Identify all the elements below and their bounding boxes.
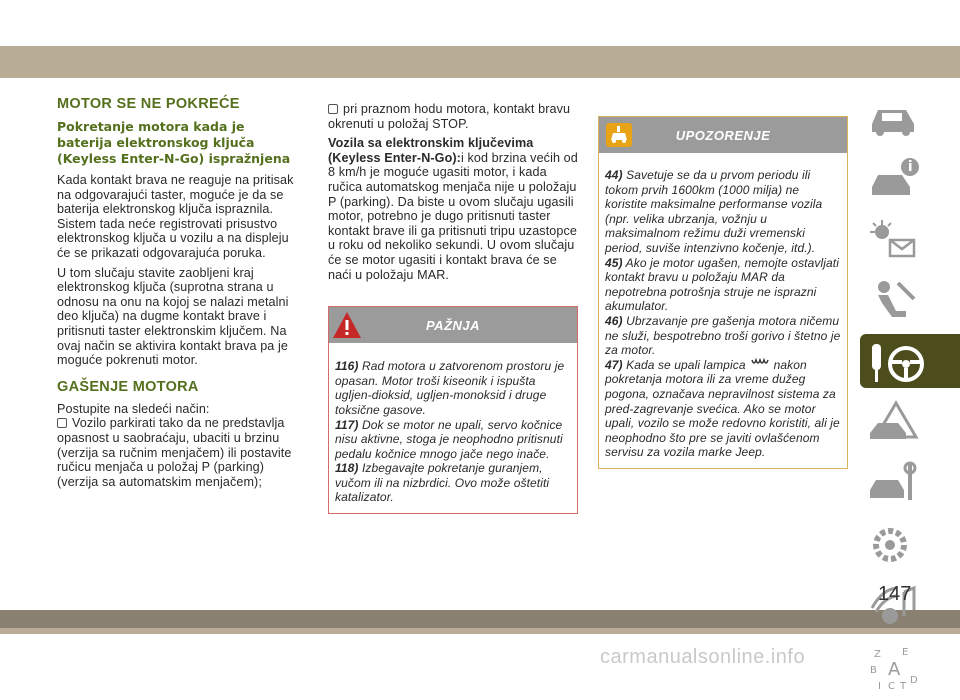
note-item (335, 418, 571, 462)
warning-title: UPOZORENJE (675, 128, 771, 143)
bullet-text: pri praznom hodu motora, kontakt bravu okrenuti u položaj STOP. (328, 102, 571, 131)
warning-number: 47) (605, 357, 623, 372)
caution-body (329, 343, 577, 513)
gear-icon (866, 521, 920, 567)
paragraph (328, 136, 578, 282)
warning-number: 46) (605, 313, 623, 328)
svg-text:A: A (888, 659, 901, 680)
svg-text:C: C (888, 681, 895, 692)
svg-text:E: E (902, 647, 909, 658)
tab-dashboard-lights[interactable] (860, 212, 922, 266)
tab-vehicle-info[interactable] (860, 151, 922, 205)
paragraph: U tom slučaju stavite zaobljeni kraj elektronskog ključa (suprotna strana u odnosu na onu na kojoj se nalazi metalni deo ključa) na dugme kontakt brave i pritisnuti taster elektronskim ključem. Na ovaj način se aktivira kontakt brava pa je moguće pokrenuti motor. (57, 265, 289, 368)
bullet-item (328, 102, 578, 131)
warning-text: Ako je motor ugašen, nemojte ostavljati kontakt bravu u položaju MAR da nepotrebna potrošnja struje ne isprazni akumulator. (605, 255, 839, 314)
column-2 (328, 102, 578, 514)
warning-item (605, 256, 841, 314)
note-number: 118) (335, 461, 359, 476)
bottom-band-light (0, 628, 960, 634)
warning-text: nakon pokretanja motora ili za vreme dužeg pogona, označava nepravilnost sistema za pred-zagrevanje svećica. Ako se motor upali, vozilo se može redovno koristiti, ali je neophodno što pre se javiti ovlašćenom servisu za vozila marke Jeep. (605, 357, 840, 460)
tab-servicing[interactable] (860, 456, 922, 510)
bullet-item (57, 416, 303, 489)
bottom-band (0, 610, 960, 628)
warning-box (598, 116, 848, 469)
warning-item (605, 314, 841, 358)
note-number: 116) (335, 359, 359, 374)
chapter-tabs (860, 90, 960, 700)
svg-text:D: D (910, 675, 918, 686)
warning-item (605, 168, 841, 256)
checkbox-bullet-icon (328, 104, 338, 114)
glow-plug-icon (749, 358, 771, 368)
note-item (335, 359, 571, 417)
seat-airbag-icon (866, 277, 920, 323)
warning-text: Savetuje se da u prvom periodu ili tokom prvih 1600km (1000 milja) ne koristite maksimalne performanse vozila (npr. velika ubrzanja, vožnju u maksimalnom režimu duži vremenski period, suviše intenzivno kočenje, itd.). (605, 168, 823, 255)
tab-safety[interactable] (860, 273, 922, 327)
column-1 (57, 96, 303, 494)
svg-text:I: I (878, 681, 881, 692)
tab-technical-data[interactable] (860, 517, 922, 571)
note-text: Dok se motor ne upali, servo kočnice nisu aktivne, stoga je neophodno pritisnuti pedalu kočnice mnogo jače nego inače. (335, 417, 563, 461)
note-text: Rad motora u zatvorenom prostoru je opasan. Motor troši kiseonik i ispušta ugljen-dioksid, ugljen-monoksid i druge toksične gasove. (335, 359, 565, 417)
section-heading-2: GAŠENJE MOTORA (57, 378, 199, 395)
car-info-icon (866, 155, 920, 201)
caution-box (328, 306, 578, 514)
note-text: Izbegavajte pokretanje guranjem, vučom ili na nizbrdici. Ovo može oštetiti katalizator. (335, 461, 550, 505)
tab-index[interactable] (860, 639, 922, 693)
warning-text: Kada se upali lampica (626, 357, 746, 372)
section-heading: MOTOR SE NE POKREĆE (57, 96, 240, 112)
bullet-text: Vozilo parkirati tako da ne predstavlja opasnost u saobraćaju, ubaciti u brzinu (verzija sa ručnim menjačem) ili postavite ručicu menjača u položaj P (parking) (verzija sa automatskim menjačem); (57, 416, 292, 489)
paragraph: Postupite na sledeći način: (57, 401, 210, 416)
warning-number: 44) (605, 168, 623, 182)
warning-number: 45) (605, 255, 623, 270)
paragraph: Kada kontakt brava ne reaguje na pritisak na odgovarajući taster, moguće je da se baterija elektronskog ključa ispraznila. Sistem tada neće registrovati prisustvo elektronskog ključa u vozilu a na displeju će se prikazati odgovarajuća poruka. (57, 173, 294, 260)
tab-starting-driving[interactable] (860, 334, 960, 388)
warning-body (599, 158, 847, 468)
watermark-text: carmanualsonline.info (600, 646, 806, 668)
warning-lights-icon (866, 216, 920, 262)
note-number: 117) (335, 417, 359, 432)
alphabet-index-icon (866, 643, 920, 693)
subsection-heading: Pokretanje motora kada je baterija elektronskog ključa (Keyless Enter-N-Go) ispražnjena (57, 119, 291, 166)
column-3 (598, 116, 848, 469)
svg-text:B: B (870, 665, 877, 676)
caution-title: PAŽNJA (425, 318, 481, 334)
emergency-icon (866, 399, 920, 445)
top-band (0, 46, 960, 78)
tab-emergency[interactable] (860, 395, 922, 449)
svg-text:Z: Z (874, 649, 881, 660)
wrench-car-icon (866, 460, 920, 506)
paragraph-bold: Vozila sa elektronskim ključevima (Keyless Enter-N-Go): (328, 136, 534, 165)
svg-text:T: T (900, 681, 907, 692)
warning-text: Ubrzavanje pre gašenja motora ničemu ne služi, bespotrebno troši gorivo i štetno je za motor. (605, 313, 841, 358)
caution-header (329, 307, 577, 343)
key-steering-wheel-icon (866, 338, 926, 386)
car-overview-icon (866, 94, 920, 140)
page-number: 147 (878, 583, 912, 605)
warning-item (605, 358, 841, 460)
note-item (335, 461, 571, 505)
paragraph-rest: i kod brzina većih od 8 km/h je moguće ugasiti motor, i kada ručica automatskog menjača nije u položaju P (parking). Da biste u ovom slučaju ugasili motor, potrebno je dugo pritisnuti taster kontakt brave ili ga pritisnuti tripu uzastopce u roku od nekoliko sekundi. U ovom slučaju će se motor ugasiti i kontakt brava će se naći u položaju MAR. (328, 150, 578, 282)
checkbox-bullet-icon (57, 418, 67, 428)
tab-vehicle-overview[interactable] (860, 90, 922, 144)
warning-header (599, 117, 847, 158)
